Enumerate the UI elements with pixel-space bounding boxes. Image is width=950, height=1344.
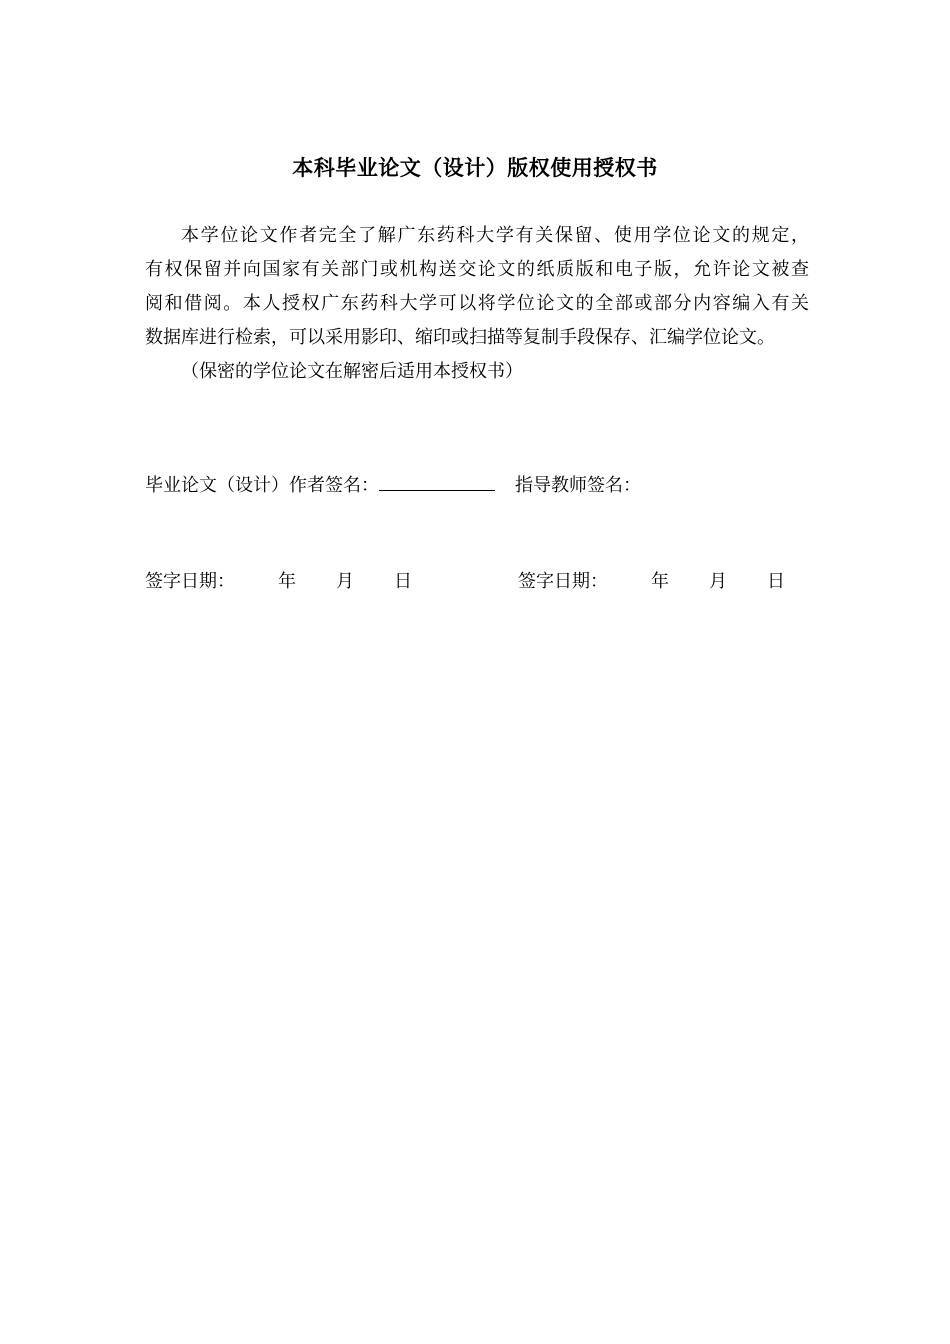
body-line-3: 阅和借阅。本人授权广东药科大学可以将学位论文的全部或部分内容编入有关 — [145, 293, 809, 314]
authorization-body — [145, 219, 809, 389]
body-line-4: 数据库进行检索，可以采用影印、缩印或扫描等复制手段保存、汇编学位论文。 — [145, 327, 775, 348]
author-date-year: 年 — [278, 571, 296, 592]
body-line-1: 本学位论文作者完全了解广东药科大学有关保留、使用学位论文的规定， — [181, 225, 809, 246]
author-signature-label: 毕业论文（设计）作者签名： — [145, 475, 379, 496]
advisor-date-day: 日 — [767, 571, 785, 592]
advisor-date-label: 签字日期： — [518, 571, 608, 592]
advisor-date-year: 年 — [651, 571, 669, 592]
confidentiality-note: （保密的学位论文在解密后适用本授权书） — [181, 361, 523, 382]
body-line-2: 有权保留并向国家有关部门或机构送交论文的纸质版和电子版，允许论文被查 — [145, 259, 809, 280]
author-date-label: 签字日期： — [145, 571, 235, 592]
author-date-day: 日 — [394, 571, 412, 592]
advisor-signature-label: 指导教师签名： — [515, 475, 641, 496]
author-signature-line[interactable] — [379, 472, 495, 491]
author-date-month: 月 — [336, 571, 354, 592]
document-title: 本科毕业论文（设计）版权使用授权书 — [292, 156, 658, 180]
signature-row — [145, 472, 641, 500]
advisor-date-month: 月 — [709, 571, 727, 592]
